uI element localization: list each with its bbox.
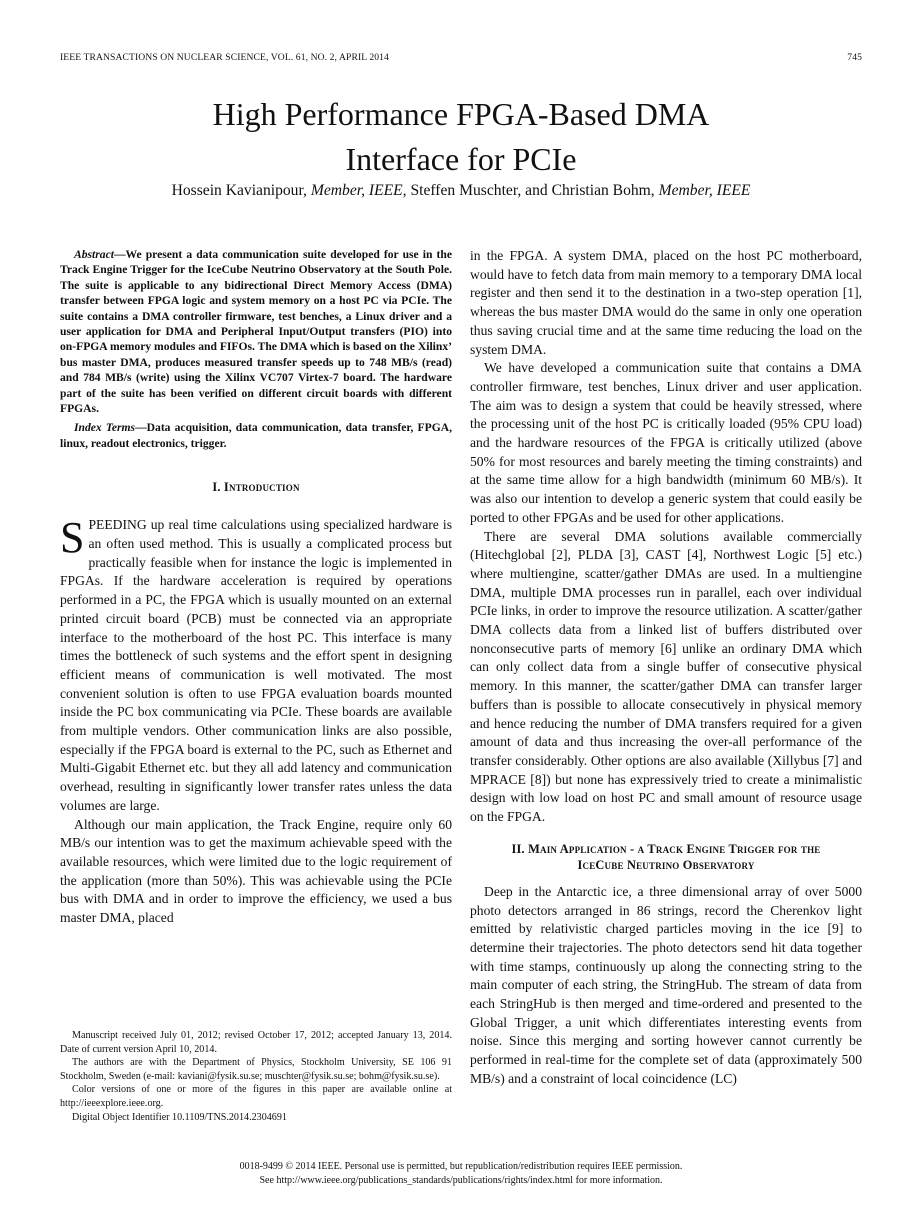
footnote-manuscript: Manuscript received July 01, 2012; revised October 17, 2012; accepted January 13, 2014. Date of current version April 10, 2014. — [60, 1030, 452, 1055]
journal-citation: IEEE TRANSACTIONS ON NUCLEAR SCIENCE, VOL. 61, NO. 2, APRIL 2014 — [60, 52, 389, 63]
copyright-notice — [60, 1160, 862, 1188]
section-1-paragraph-3: We have developed a communication suite that contains a DMA controller firmware, test benches, Linux driver and user application. The aim was to design a system that could be heavily stressed, where the processing unit of the host PC is critically loaded (95% CPU load) and the hardware resources of the FPGA is critically utilized (above 50% for most resources and barely meeting the timing constraints) and at the same time allow for a high bandwidth (minimum 60 MB/s). It was also our intention to develop a generic system that could easily be ported to other FPGAs and be used for other applications. — [470, 360, 862, 525]
index-terms-label: Index Terms — [74, 421, 136, 435]
author-1-role: Member, IEEE, — [310, 182, 407, 199]
section-1-paragraph-2: Although our main application, the Track Engine, require only 60 MB/s our intention was to get the maximum achievable speed with the available resources, which were limited due to the logic requirement of the application (more than 50%). This was achievable using the PCIe bus with DMA and in order to improve the efficiency, we used a bus master DMA, placed — [60, 816, 452, 926]
running-header — [60, 52, 862, 66]
abstract-text: —We present a data communication suite developed for use in the Track Engine Trigger for the IceCube Neutrino Observatory at the South Pole. The suite is applicable to any bidirectional Direct Memory Access (DMA) transfer between FPGA logic and system memory on a host PC via PCIe. The suite contains a DMA controller firmware, test benches, a Linux driver and a user application for DMA and Peripheral Input/Output transfers (PIO) into on-FPGA memory modules and FIFOs. The DMA which is based on the Xilinx’ bus master DMA, produces measured transfer speeds up to 748 MB/s (read) and 784 MB/s (write) using the Xilinx VC707 Virtex-7 board. The hardware part of the suite has been verified on different circuit boards with different FPGAs. — [60, 248, 452, 416]
index-terms-text: —Data acquisition, data communication, data transfer, FPGA, linux, readout electronics, trigger. — [60, 421, 452, 450]
lead-word: PEEDING — [88, 517, 147, 533]
section-1-paragraph-1 — [60, 513, 452, 815]
section-1-heading: I. Introduction — [212, 480, 300, 495]
section-2-heading — [470, 841, 862, 873]
dropcap-letter: S — [60, 513, 85, 563]
footnotes — [60, 1029, 452, 1124]
index-terms — [60, 420, 452, 451]
abstract-label: Abstract — [74, 248, 114, 261]
footnote-color: Color versions of one or more of the figures in this paper are available online at http://ieeexplore.ieee.org. — [60, 1084, 452, 1109]
author-3-name: Christian Bohm, — [551, 182, 655, 199]
copyright-line-1: 0018-9499 © 2014 IEEE. Personal use is permitted, but republication/redistribution requires IEEE permission. — [239, 1161, 683, 1172]
section-1-p1-text: up real time calculations using specialized hardware is an often used method. This is usually a complicated process but practically feasible when for instance the logic is implemented in FPGAs. If the hardware acceleration is required by operations performed in a PC, the FPGA which is usually mounted on an external printed circuit board (PCB) must be connected via an appropriate interface to the motherboard of the host PC. This interface is many times the bottleneck of such systems and the effort spent in designing efficient means of communication is well motivated. The most convenient solution is often to use FPGA evaluation boards mounted inside the PC box communicating via PCIe. These boards are available from multiple vendors. Other communication links are also possible, especially if the FPGA board is external to the PC, such as Ethernet and Multi-Gigabit Ethernet etc. but they all add latency and communication overhead, resulting in significantly lower transfer rates unless the data volumes are large. — [60, 517, 452, 813]
left-column — [60, 247, 452, 928]
section-1-paragraph-4: There are several DMA solutions available commercially (Hitechglobal [2], PLDA [3], CAST [4], Northwest Logic [5] etc.) where multiengine, scatter/gather DMAs are used. In a multiengine DMA, multiple DMA processes run in parallel, each over individual PCIe links, in order to improve the resource utilization. A scatter/gather DMA collects data from a linked list of buffers distributed over nonconsecutive parts of memory [6] unlike an ordinary DMA which can only collect data from a single buffer of consecutive physical memory. In this manner, the scatter/gather DMA can transfer larger buffers than is possible to allocate consecutively in physical memory and hence reducing the number of DMA transfers required for a given amount of data and thus increasing the over-all performance of the transfer considerably. Other options are also available (Xillybus [7] and MPRACE [8]) but none has expressively tried to create a minimalistic design with low load on host PC and small amount of resource usage on the FPGA. — [470, 528, 862, 825]
paper-title — [60, 92, 862, 182]
abstract — [60, 247, 452, 416]
author-2-name: Steffen Muschter, and — [410, 182, 548, 199]
page-number: 745 — [847, 52, 862, 63]
author-list — [60, 181, 862, 201]
author-1-name: Hossein Kavianipour, — [171, 182, 307, 199]
footnote-affiliation: The authors are with the Department of Physics, Stockholm University, SE 106 91 Stockholm, Sweden (e-mail: kaviani@fysik.su.se; muschter@fysik.su.se; bohm@fysik.su.se). — [60, 1057, 452, 1082]
copyright-line-2: See http://www.ieee.org/publications_standards/publications/rights/index.html for more information. — [259, 1175, 663, 1186]
section-1-paragraph-2-continued: in the FPGA. A system DMA, placed on the host PC motherboard, would have to fetch data from main memory to a temporary DMA local register and then send it to the destination in a two-step operation [1], whereas the bus master DMA would do the same in only one operation thus saving crucial time and at the same time reducing the load on the system DMA. — [470, 248, 862, 357]
section-2-heading-line-2: IceCube Neutrino Observatory — [577, 857, 755, 872]
section-2-heading-line-1: II. Main Application - a Track Engine Trigger for the — [511, 841, 821, 856]
section-2-paragraph-1: Deep in the Antarctic ice, a three dimensional array of over 5000 photo detectors arranged in 86 strings, record the Cherenkov light emitted by relativistic charged particles moving in the ice [9] to determine their trajectories. The photo detectors send hit data together with time stamps, continuously up along the connecting string to the main computer of each string, the StringHub. The stream of data from each StringHub is then merged and time-ordered and presented to the Global Trigger, a unit which differentiates interesting events from noise. Since this merging and sorting however cannot currently be performed in real-time for the complete set of data (approximately 500 MB/s) and a constraint of local coincidence (LC) — [470, 883, 862, 1086]
footnote-doi: Digital Object Identifier 10.1109/TNS.2014.2304691 — [72, 1111, 287, 1123]
author-3-role: Member, IEEE — [658, 182, 751, 199]
title-line-1: High Performance FPGA-Based DMA — [212, 96, 710, 132]
title-line-2: Interface for PCIe — [345, 141, 577, 177]
right-column — [470, 247, 862, 1089]
